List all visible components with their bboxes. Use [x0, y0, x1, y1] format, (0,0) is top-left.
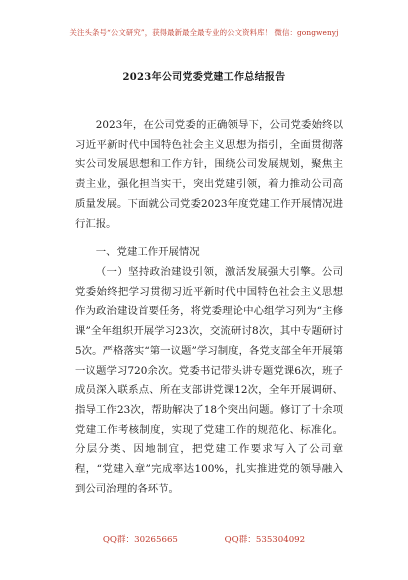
section-1-heading: 一、党建工作开展情况: [95, 246, 200, 258]
promo-banner: 关注头条号“公文研究”，获得最新最全最专业的公文资料库！ 微信：gongwenyj: [69, 28, 339, 37]
footer-qq-group-left: QQ群：30265665: [102, 535, 178, 545]
footer-qq-group-right: QQ群：535304092: [224, 535, 306, 545]
footer: [0, 533, 408, 545]
intro-paragraph: [75, 116, 343, 234]
section-1-text: （一）坚持政治建设引领，激活发展强大引擎。公司党委始终把学习贯彻习近平新时代中国特色社会主义思想作为政治建设首要任务，将党委理论中心组学习列为“主修课”全年组织开展学习23次，交流研讨8次，其中专题研讨5次。严格落实“第一议题”学习制度，各党支部全年开展第一议题学习720余次。党委书记带头讲专题党课6次，班子成员深入联系点、所在支部讲党课12次，全年开展调研、指导工作23次，帮助解决了18个突出问题。修订了十余项党建工作考核制度，实现了党建工作的规范化、标准化。分层分类、因地制宜，把党建工作要求写入了公司章程，“党建入章”完成率达100%，扎实推进党的领导融入到公司治理的各环节。: [75, 266, 343, 495]
section-1-paragraph: [75, 263, 343, 499]
document-title: 2023年公司党委党建工作总结报告: [122, 72, 286, 83]
intro-text: 2023年，在公司党委的正确领导下，公司党委始终以习近平新时代中国特色社会主义思想为指引，全面贯彻落实公司发展思想和工作方针，围绕公司发展规划，聚焦主责主业，强化担当实干，突出党建引领，着力推动公司高质量发展。下面就公司党委2023年度党建工作开展情况进行汇报。: [75, 119, 343, 230]
